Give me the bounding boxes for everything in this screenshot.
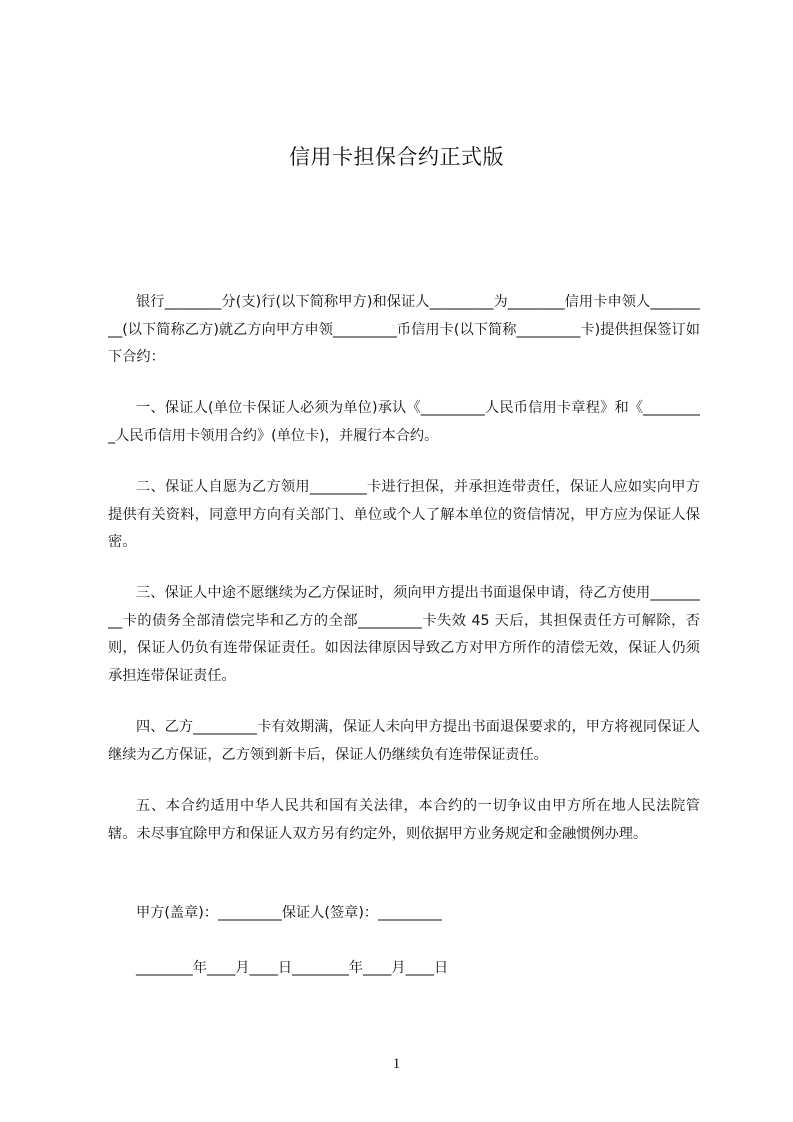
- paragraph-clause-5: 五、本合约适用中华人民共和国有关法律，本合约的一切争议由甲方所在地人民法院管辖。未尽事宜除甲方和保证人双方另有约定外，则依据甲方业务规定和金融惯例办理。: [108, 798, 700, 842]
- paragraph-intro: 银行________分(支)行(以下简称甲方)和保证人_________为________信用卡申领人_________(以下简称乙方)就乙方向甲方申领_________币信用卡(以下简称_________卡)提供担保签订如下合约：: [108, 294, 700, 365]
- page-number: 1: [392, 1056, 401, 1072]
- paragraph-clause-1: 一、保证人(单位卡保证人必须为单位)承认《_________人民币信用卡章程》和《_________人民币信用卡领用合约》(单位卡)，并履行本合约。: [108, 400, 700, 444]
- signature-line: 甲方(盖章)：_________保证人(签章)：_________: [136, 905, 442, 921]
- paragraph-clause-4: 四、乙方_________卡有效期满，保证人未向甲方提出书面退保要求的，甲方将视同保证人继续为乙方保证，乙方领到新卡后，保证人仍继续负有连带保证责任。: [108, 719, 700, 763]
- paragraph-clause-2: 二、保证人自愿为乙方领用________卡进行担保，并承担连带责任，保证人应如实向甲方提供有关资料，同意甲方向有关部门、单位或个人了解本单位的资信情况，甲方应为保证人保密。: [108, 479, 700, 550]
- date-line: ________年____月____日________年____月____日: [136, 960, 449, 976]
- document-title: 信用卡担保合约正式版: [289, 145, 504, 169]
- paragraph-clause-3: 三、保证人中途不愿继续为乙方保证时，须向甲方提出书面退保申请，待乙方使用_________卡的债务全部清偿完毕和乙方的全部_________卡失效 45 天后，其担保责任方可解除，否则，保证人仍负有连带保证责任。如因法律原因导致乙方对甲方所作的清偿无效，保证人仍须承担连带保证责任。: [108, 585, 700, 684]
